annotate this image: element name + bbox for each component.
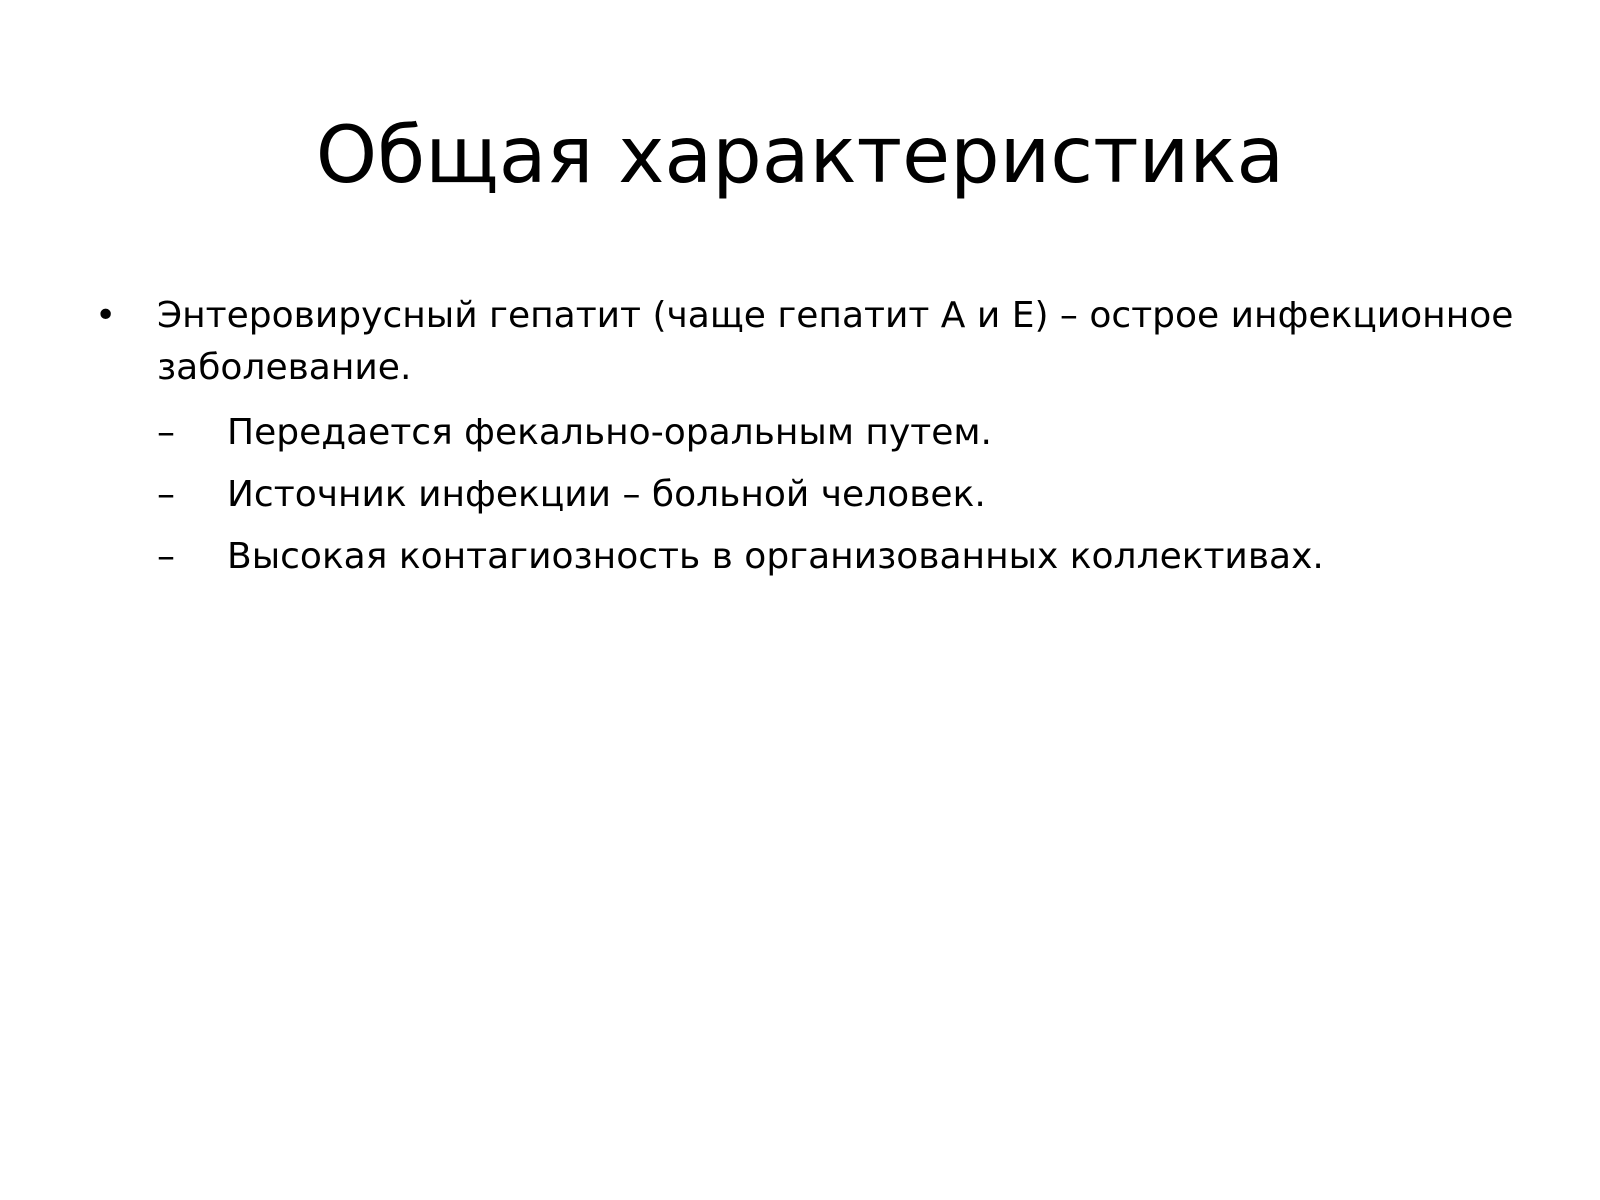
dash-marker: – — [157, 536, 175, 577]
bullet-item — [95, 290, 1515, 588]
dash-marker: – — [157, 412, 175, 453]
slide-title: Общая характеристика — [315, 111, 1285, 201]
bullet-marker: • — [95, 295, 117, 336]
bullet-list — [95, 290, 1515, 588]
sub-bullet-item — [157, 526, 1515, 588]
dash-marker: – — [157, 474, 175, 515]
sub-bullet-item — [157, 464, 1515, 526]
sub-bullet-list — [157, 402, 1515, 588]
sub-bullet-item — [157, 402, 1515, 464]
sub-bullet-text: Высокая контагиозность в организованных коллективах. — [227, 536, 1324, 577]
bullet-text: Энтеровирусный гепатит (чаще гепатит А и Е) – острое инфекционное заболевание. — [157, 295, 1514, 388]
sub-bullet-text: Передается фекально-оральным путем. — [227, 412, 992, 453]
sub-bullet-text: Источник инфекции – больной человек. — [227, 474, 986, 515]
